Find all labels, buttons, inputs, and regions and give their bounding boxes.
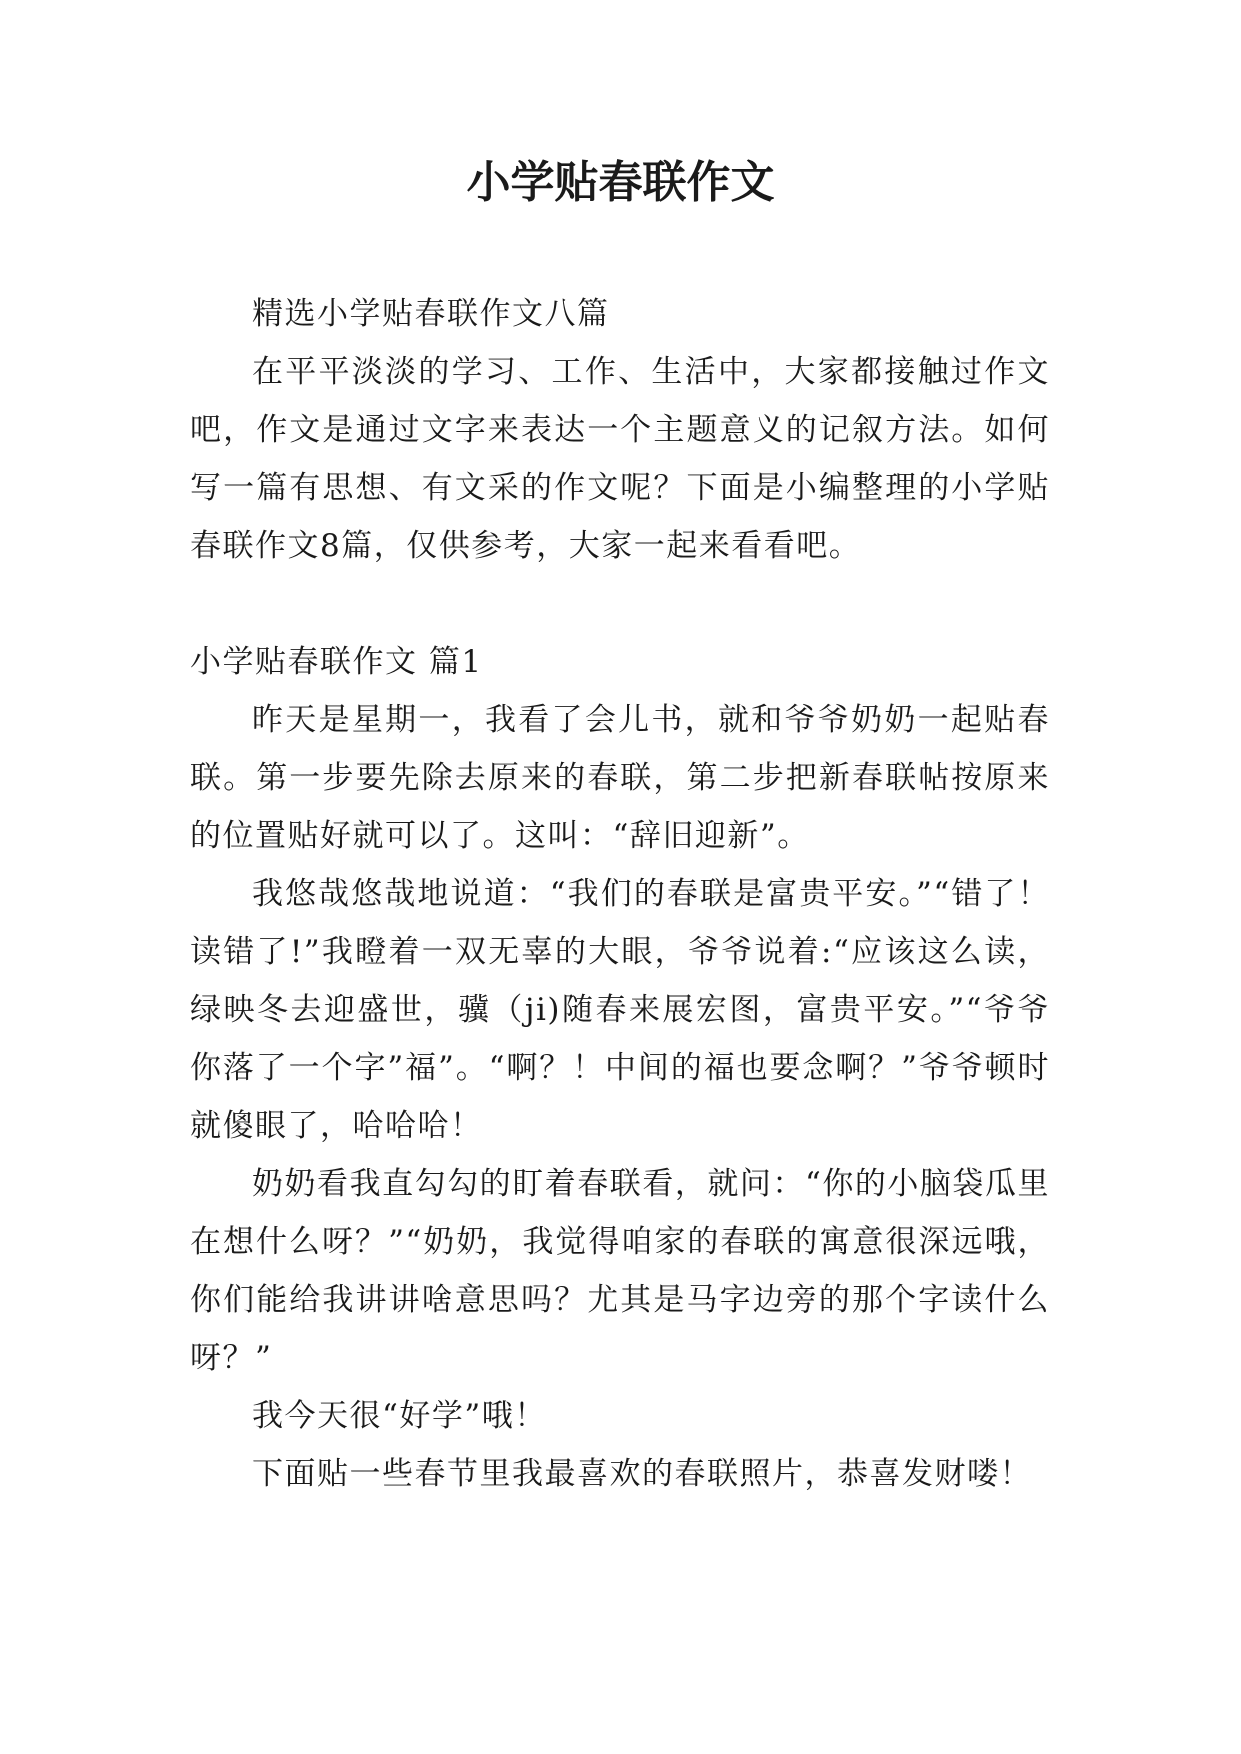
body-paragraph: 我今天很“好学”哦！ <box>252 1398 547 1434</box>
document-title: 小学贴春联作文 <box>466 157 775 208</box>
body-paragraph: 我悠哉悠哉地说道：“我们的春联是富贵平安。”“错了！读错了!”我瞪着一双无辜的大眼，爷爷说着:“应该这么读，绿映冬去迎盛世，骥（ji)随春来展宏图，富贵平安。”“爷爷你落了一个字”福”。“啊？！中间的福也要念啊？”爷爷顿时就傻眼了，哈哈哈！ <box>190 876 1050 1144</box>
intro-paragraph: 在平平淡淡的学习、工作、生活中，大家都接触过作文吧，作文是通过文字来表达一个主题意义的记叙方法。如何写一篇有思想、有文采的作文呢？下面是小编整理的小学贴春联作文8篇，仅供参考，大家一起来看看吧。 <box>190 354 1050 564</box>
document-body <box>190 285 1050 1503</box>
section-heading: 小学贴春联作文 篇1 <box>190 644 483 680</box>
body-paragraph: 奶奶看我直勾勾的盯着春联看，就问：“你的小脑袋瓜里在想什么呀？”“奶奶，我觉得咱家的春联的寓意很深远哦，你们能给我讲讲啥意思吗？尤其是马字边旁的那个字读什么呀？” <box>190 1166 1050 1376</box>
body-paragraph: 昨天是星期一，我看了会儿书，就和爷爷奶奶一起贴春联。第一步要先除去原来的春联，第二步把新春联帖按原来的位置贴好就可以了。这叫：“辞旧迎新”。 <box>190 702 1050 854</box>
body-paragraph: 下面贴一些春节里我最喜欢的春联照片，恭喜发财喽！ <box>252 1456 1032 1492</box>
intro-subtitle: 精选小学贴春联作文八篇 <box>252 296 610 332</box>
